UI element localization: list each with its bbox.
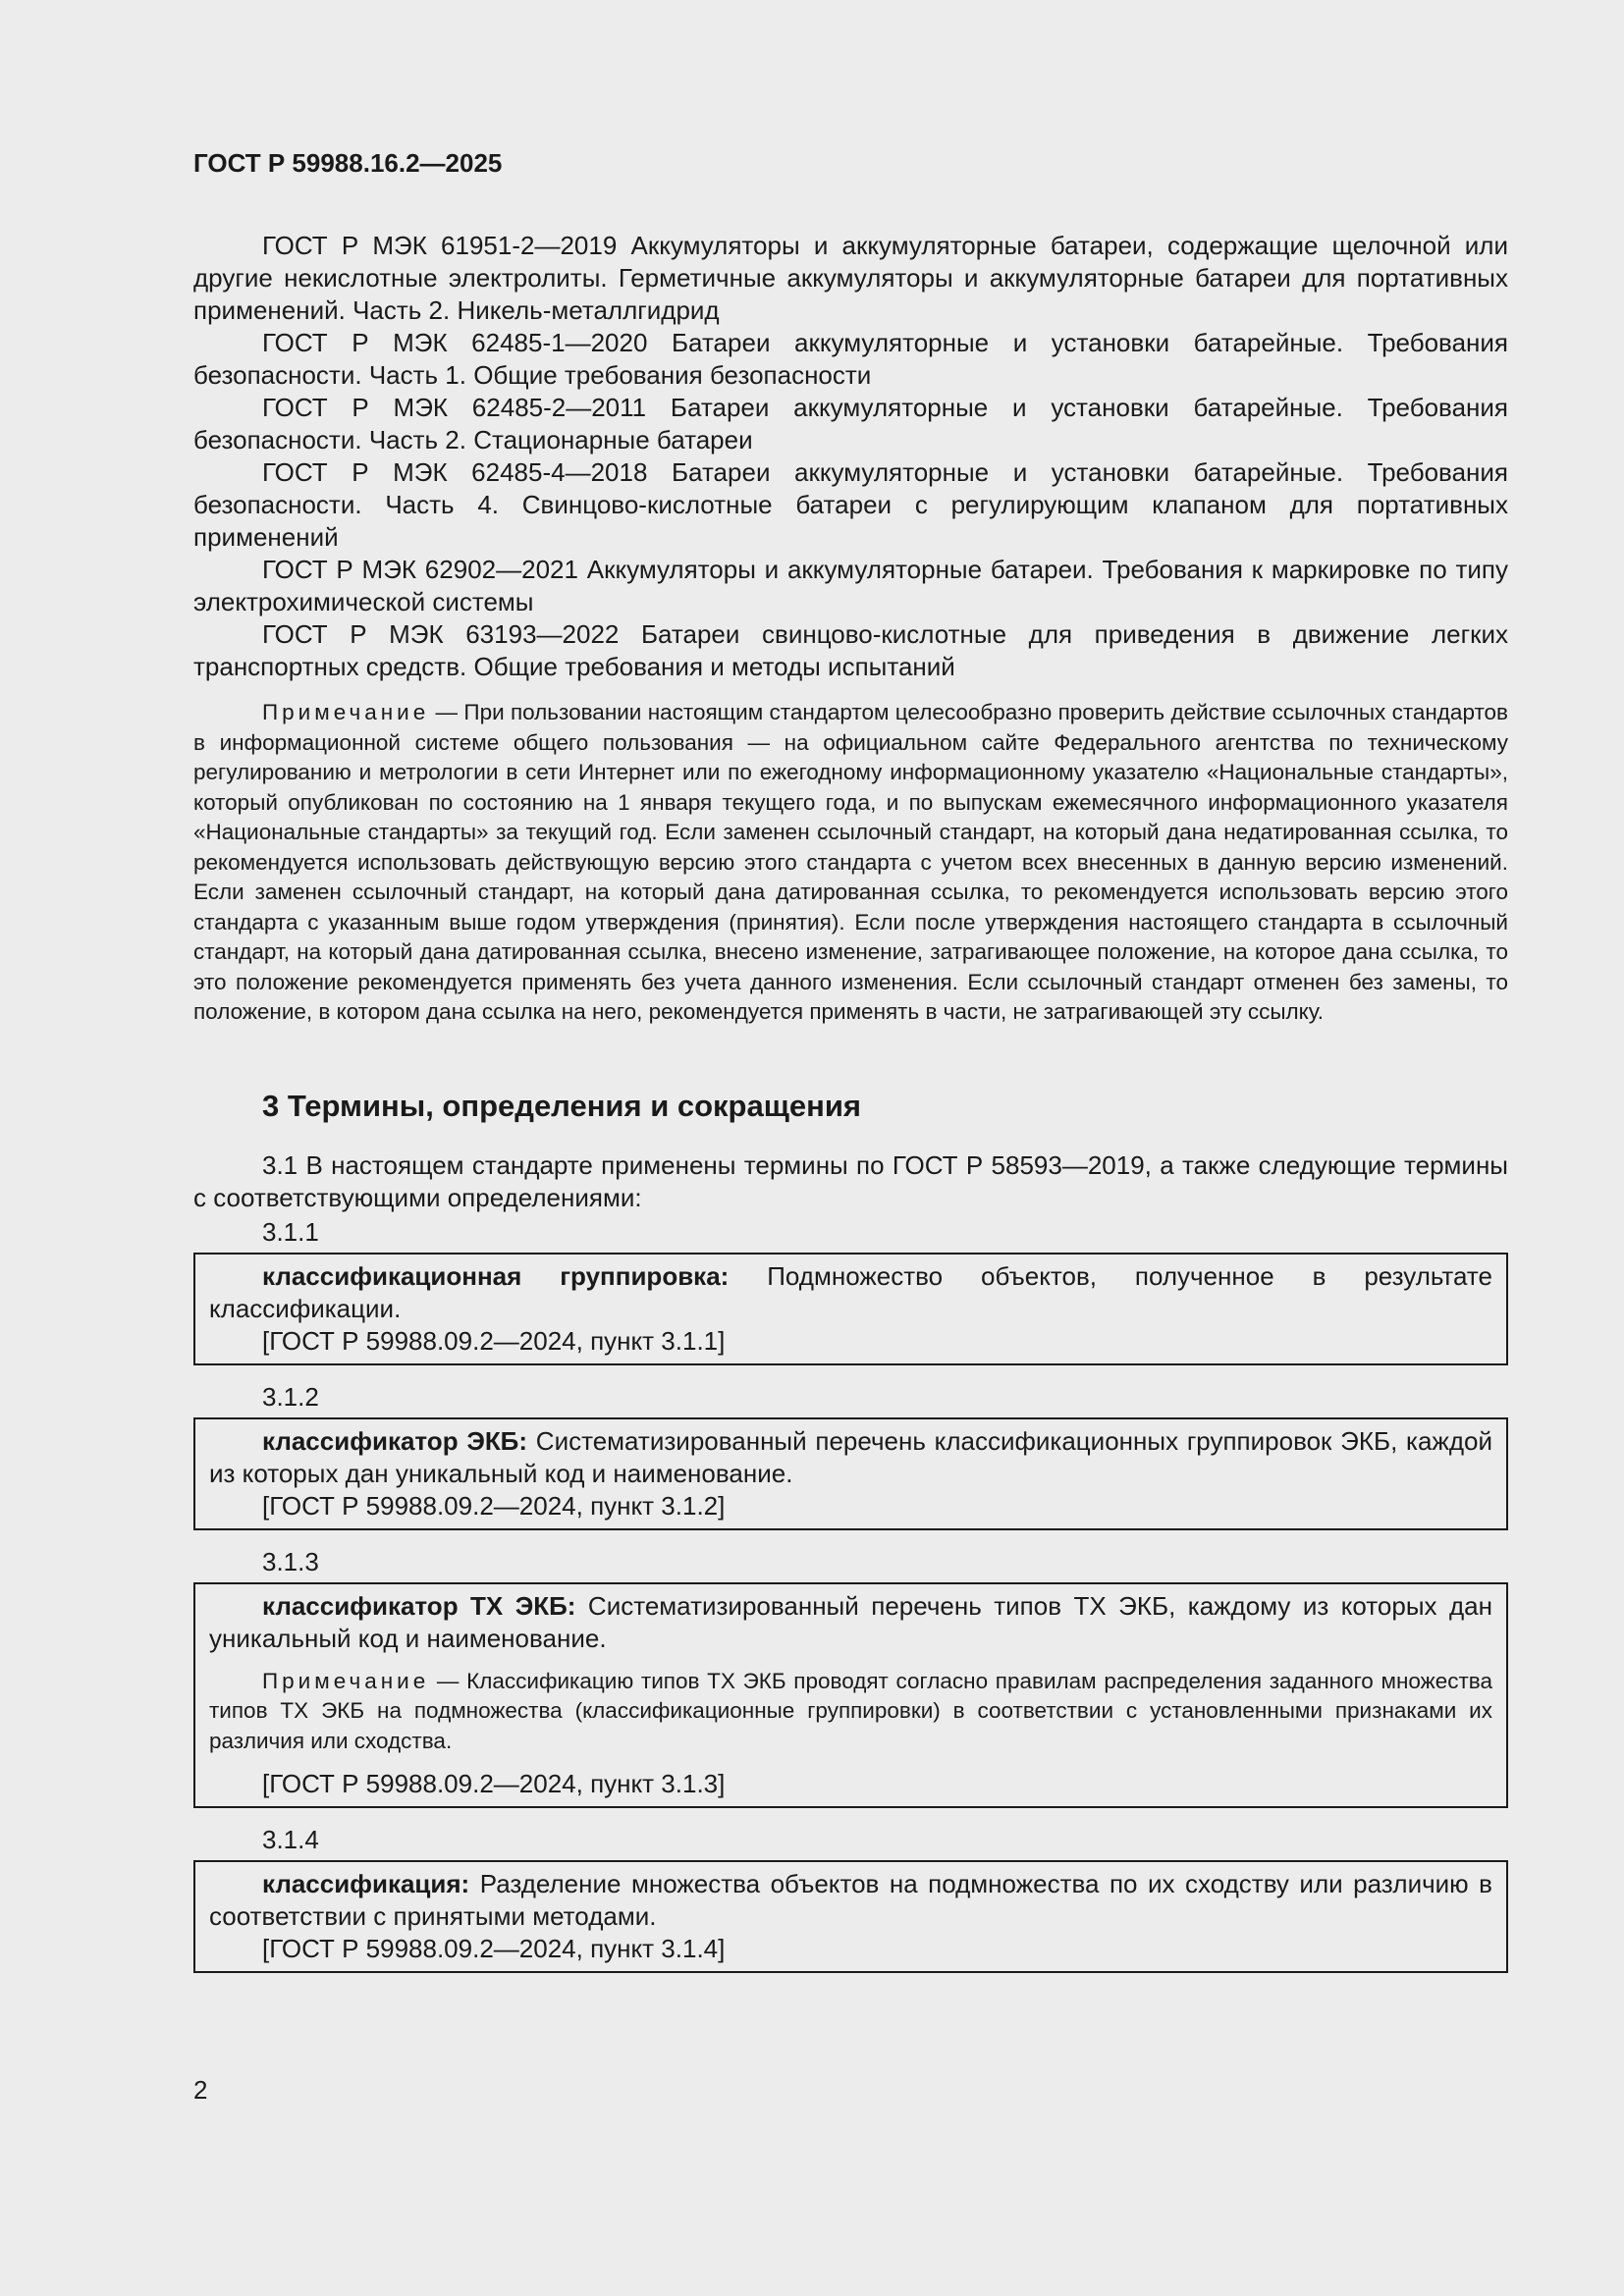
term-number: 3.1.2: [262, 1381, 319, 1412]
term-definition-text: Систематизированный перечень типов ТХ ЭКБ, каждому из которых дан уникальный код и наименование.: [209, 1590, 1492, 1653]
document-page: [193, 147, 1508, 1989]
term-name: классификатор ТХ ЭКБ:: [262, 1590, 576, 1621]
term-definition: [209, 1260, 1492, 1325]
term-name: классификация:: [262, 1869, 470, 1898]
term-number: 3.1.4: [262, 1825, 319, 1854]
term-source: [ГОСТ Р 59988.09.2—2024, пункт 3.1.4]: [262, 1934, 726, 1963]
section-intro: 3.1 В настоящем стандарте применены термины по ГОСТ Р 58593—2019, а также следующие термины с соответствующими определениями:: [193, 1149, 1508, 1212]
note-text: При пользовании настоящим стандартом целесообразно проверить действие ссылочных стандартов в информационной системе общего пользования — на официальном сайте Федерального агентства по техническому регулированию и метрологии в сети Интернет или по ежегодному информационному указателю «Национальные стандарты», который опубликован по состоянию на 1 января текущего года, и по выпускам ежемесячного информационного указателя «Национальные стандарты» за текущий год. Если заменен ссылочный стандарт, на который дана недатированная ссылка, то рекомендуется использовать действующую версию этого стандарта с учетом всех внесенных в данную версию изменений. Если заменен ссылочный стандарт, на который дана датированная ссылка, то рекомендуется использовать версию этого стандарта с указанным выше годом утверждения (принятия). Если после утверждения настоящего стандарта в ссылочный стандарт, на который дана датированная ссылка, внесено изменение, затрагивающее положение, на которое дана ссылка, то это положение рекомендуется применять без учета данного изменения. Если ссылочный стандарт отменен без замены, то положение, в котором дана ссылка на него, рекомендуется применять в части, не затрагивающей эту ссылку.: [193, 700, 1508, 1024]
reference-item: ГОСТ Р МЭК 63193—2022 Батареи свинцово-кислотные для приведения в движение легких транспортных средств. Общие требования и методы испытаний: [193, 619, 1508, 681]
term-name: классификационная группировка:: [262, 1260, 730, 1291]
term-number: 3.1.3: [262, 1546, 319, 1576]
section-title: 3 Термины, определения и сокращения: [262, 1088, 861, 1123]
term-name: классификатор ЭКБ:: [262, 1425, 528, 1456]
term-definition-text: Систематизированный перечень классификационных группировок ЭКБ, каждой из которых дан уникальный код и наименование.: [209, 1425, 1493, 1488]
note-label: Примечание: [262, 700, 430, 724]
reference-item: ГОСТ Р МЭК 62485-2—2011 Батареи аккумуляторные и установки батарейные. Требования безопасности. Часть 2. Стационарные батареи: [193, 393, 1508, 454]
term-note-text: Классификацию типов ТХ ЭКБ проводят согласно правилам распределения заданного множества типов ТХ ЭКБ на подмножества (классификационные группировки) в соответствии с установленными признаками их различия или сходства.: [209, 1668, 1492, 1753]
term-definition-text: Подмножество объектов, полученное в результате классификации.: [209, 1260, 1492, 1323]
term-definition-box: [193, 1417, 1508, 1530]
term-note-label: Примечание: [262, 1668, 430, 1693]
normative-references-list: [193, 230, 1508, 683]
reference-item: ГОСТ Р МЭК 62485-4—2018 Батареи аккумуляторные и установки батарейные. Требования безопасности. Часть 4. Свинцово-кислотные батареи с регулирующим клапаном для портативных применений: [193, 457, 1508, 552]
term-source: [ГОСТ Р 59988.09.2—2024, пункт 3.1.3]: [262, 1769, 726, 1798]
references-note: [193, 698, 1508, 1028]
page-number: 2: [193, 2075, 208, 2105]
term-definition-text: Разделение множества объектов на подмножества по их сходству или различию в соответствии с принятыми методами.: [209, 1869, 1492, 1931]
term-note: [209, 1667, 1492, 1757]
term-definition-box: [193, 1860, 1508, 1973]
term-note-dash: —: [429, 1668, 467, 1693]
reference-item: ГОСТ Р МЭК 61951-2—2019 Аккумуляторы и аккумуляторные батареи, содержащие щелочной или другие некислотные электролиты. Герметичные аккумуляторы и аккумуляторные батареи для портативных применений. Часть 2. Никель-металлгидрид: [193, 231, 1508, 325]
term-number: 3.1.1: [262, 1216, 319, 1247]
term-source: [ГОСТ Р 59988.09.2—2024, пункт 3.1.1]: [262, 1325, 726, 1356]
term-definition-box: [193, 1582, 1508, 1809]
note-dash: —: [429, 700, 464, 724]
term-definition-box: [193, 1253, 1508, 1365]
term-definition: [209, 1868, 1492, 1933]
term-definition: [209, 1590, 1492, 1655]
reference-item: ГОСТ Р МЭК 62485-1—2020 Батареи аккумуляторные и установки батарейные. Требования безопасности. Часть 1. Общие требования безопасности: [193, 328, 1508, 390]
reference-item: ГОСТ Р МЭК 62902—2021 Аккумуляторы и аккумуляторные батареи. Требования к маркировке по типу электрохимической системы: [193, 555, 1508, 616]
term-definition: [209, 1425, 1492, 1490]
document-code-header: ГОСТ Р 59988.16.2—2025: [193, 148, 503, 178]
term-source: [ГОСТ Р 59988.09.2—2024, пункт 3.1.2]: [262, 1490, 726, 1521]
